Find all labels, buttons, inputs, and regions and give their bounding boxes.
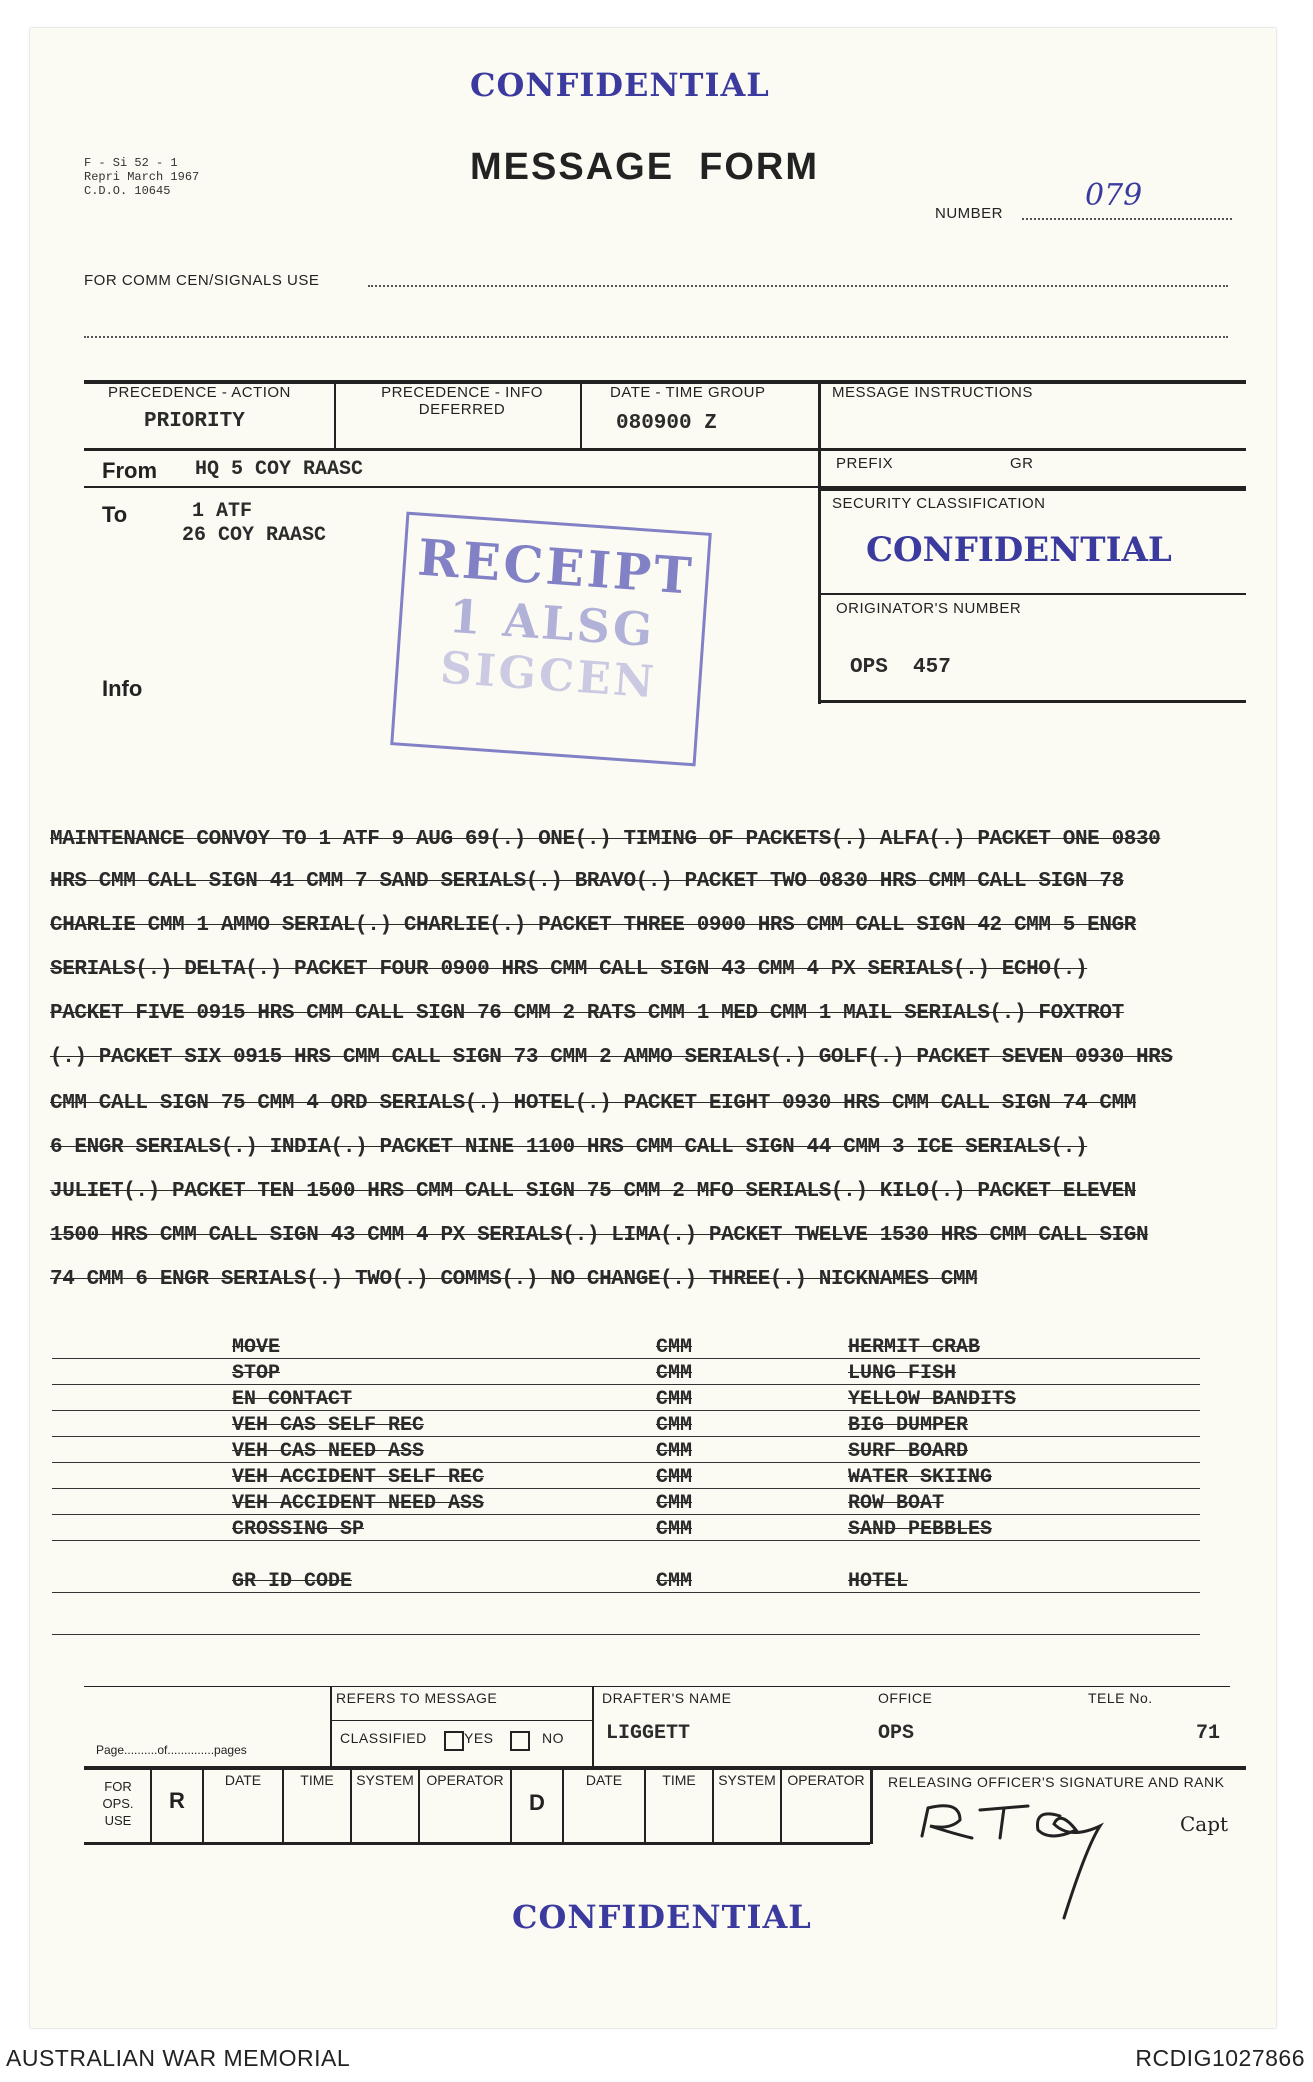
nickname-separator: CMM bbox=[656, 1388, 693, 1411]
precedence-action-label: PRECEDENCE - ACTION bbox=[108, 384, 291, 401]
message-line: PACKET FIVE 0915 HRS CMM CALL SIGN 76 CMM 2 RATS CMM 1 MED CMM 1 MAIL SERIALS(.) FOXTROT bbox=[50, 1002, 1124, 1025]
message-line: MAINTENANCE CONVOY TO 1 ATF 9 AUG 69(.) ONE(.) TIMING OF PACKETS(.) ALFA(.) PACKET ONE 0830 bbox=[50, 828, 1161, 851]
comm-cen-label: FOR COMM CEN/SIGNALS USE bbox=[84, 272, 320, 289]
receipt-stamp-line-1: RECEIPT bbox=[415, 527, 697, 606]
classification-bottom-stamp: CONFIDENTIAL bbox=[512, 1898, 812, 1936]
precedence-action-value: PRIORITY bbox=[144, 410, 245, 433]
number-label: NUMBER bbox=[935, 205, 1004, 222]
drafters-name-value: LIGGETT bbox=[606, 1722, 691, 1745]
ops-d-label: D bbox=[529, 1790, 545, 1815]
ops-operator-label-d: OPERATOR bbox=[787, 1772, 865, 1788]
ruled-line bbox=[52, 1592, 1200, 1593]
nickname-term: EN CONTACT bbox=[232, 1388, 353, 1411]
footer-id: RCDIG1027866 bbox=[1135, 2045, 1305, 2071]
nickname-value: HOTEL bbox=[848, 1570, 909, 1593]
ops-r-label: R bbox=[169, 1788, 185, 1813]
form-code-line-2: Repri March 1967 bbox=[84, 170, 200, 184]
ruled-line bbox=[52, 1358, 1200, 1359]
precedence-info-label-line-2: DEFERRED bbox=[418, 401, 506, 418]
ops-col-11 bbox=[870, 1768, 873, 1844]
nickname-term: VEH ACCIDENT SELF REC bbox=[232, 1466, 485, 1489]
header-divider-2 bbox=[580, 382, 582, 448]
message-line: 1500 HRS CMM CALL SIGN 43 CMM 4 PX SERIALS(.) LIMA(.) PACKET TWELVE 1530 HRS CMM CALL SIGN bbox=[50, 1224, 1149, 1247]
header-row-rule bbox=[84, 448, 1246, 451]
from-value: HQ 5 COY RAASC bbox=[195, 458, 364, 481]
nickname-value: LUNG FISH bbox=[848, 1362, 957, 1385]
ops-system-label-r: SYSTEM bbox=[356, 1772, 414, 1788]
classified-label: CLASSIFIED bbox=[340, 1730, 427, 1746]
classification-top-stamp: CONFIDENTIAL bbox=[470, 66, 770, 104]
nickname-value: BIG DUMPER bbox=[848, 1414, 969, 1437]
for-ops-line-3: USE bbox=[104, 1813, 132, 1828]
number-dotline bbox=[1022, 218, 1232, 220]
security-classification-stamp: CONFIDENTIAL bbox=[866, 530, 1172, 570]
receipt-stamp bbox=[390, 512, 712, 767]
form-code-line-1: F - Si 52 - 1 bbox=[84, 156, 178, 170]
message-line: (.) PACKET SIX 0915 HRS CMM CALL SIGN 73 CMM 2 AMMO SERIALS(.) GOLF(.) PACKET SEVEN 0930 HRS bbox=[50, 1046, 1173, 1069]
from-row-rule bbox=[84, 486, 820, 488]
nickname-term: CROSSING SP bbox=[232, 1518, 365, 1541]
ops-time-label-r: TIME bbox=[300, 1772, 334, 1788]
ops-time-label-d: TIME bbox=[662, 1772, 696, 1788]
header-divider-1 bbox=[334, 382, 336, 448]
message-line: HRS CMM CALL SIGN 41 CMM 7 SAND SERIALS(.) BRAVO(.) PACKET TWO 0830 HRS CMM CALL SIGN 78 bbox=[50, 870, 1124, 893]
ruled-line bbox=[52, 1488, 1200, 1489]
form-code-line-3: C.D.O. 10645 bbox=[84, 184, 171, 198]
ops-date-label-d: DATE bbox=[585, 1772, 623, 1788]
officer-signature bbox=[900, 1790, 1190, 1930]
form-title: MESSAGE FORM bbox=[470, 146, 820, 188]
classified-no-checkbox[interactable] bbox=[510, 1731, 530, 1751]
for-ops-line-2: OPS. bbox=[102, 1796, 134, 1811]
officer-rank: Capt bbox=[1180, 1812, 1229, 1836]
message-instructions-label: MESSAGE INSTRUCTIONS bbox=[832, 384, 1033, 401]
to-value-2: 26 COY RAASC bbox=[182, 524, 327, 547]
precedence-info-label-line-1: PRECEDENCE - INFO bbox=[381, 384, 543, 401]
originator-top-rule bbox=[820, 593, 1246, 595]
refers-left-divider bbox=[330, 1686, 332, 1766]
message-line: 74 CMM 6 ENGR SERIALS(.) TWO(.) COMMS(.) NO CHANGE(.) THREE(.) NICKNAMES CMM bbox=[50, 1268, 978, 1291]
ruled-line bbox=[52, 1634, 1200, 1635]
nickname-separator: CMM bbox=[656, 1362, 693, 1385]
nickname-term: VEH CAS SELF REC bbox=[232, 1414, 425, 1437]
ruled-line bbox=[52, 1462, 1200, 1463]
page-count-label: Page..........of..............pages bbox=[96, 1743, 247, 1757]
releasing-officer-label: RELEASING OFFICER'S SIGNATURE AND RANK bbox=[888, 1774, 1225, 1790]
message-line: CHARLIE CMM 1 AMMO SERIAL(.) CHARLIE(.) PACKET THREE 0900 HRS CMM CALL SIGN 42 CMM 5 ENGR bbox=[50, 914, 1136, 937]
nickname-value: SAND PEBBLES bbox=[848, 1518, 993, 1541]
office-value: OPS bbox=[878, 1722, 915, 1745]
ruled-line bbox=[52, 1436, 1200, 1437]
nickname-term: MOVE bbox=[232, 1336, 281, 1359]
info-label: Info bbox=[102, 676, 143, 701]
nickname-separator: CMM bbox=[656, 1336, 693, 1359]
nickname-separator: CMM bbox=[656, 1440, 693, 1463]
ops-grid-top-rule bbox=[84, 1766, 1246, 1770]
security-top-rule bbox=[820, 488, 1246, 491]
classified-yes-checkbox[interactable] bbox=[444, 1731, 464, 1751]
precedence-info-label bbox=[372, 384, 552, 418]
classified-yes-label: YES bbox=[464, 1730, 494, 1746]
nickname-term: VEH ACCIDENT NEED ASS bbox=[232, 1492, 485, 1515]
ruled-line bbox=[52, 1540, 1200, 1541]
gr-label: GR bbox=[1010, 455, 1034, 472]
number-value: 079 bbox=[1085, 178, 1143, 213]
bottom-top-rule bbox=[84, 1686, 1230, 1687]
comm-cen-dotline-2 bbox=[84, 336, 1228, 338]
nickname-separator: CMM bbox=[656, 1414, 693, 1437]
classified-no-label: NO bbox=[542, 1730, 564, 1746]
message-line: SERIALS(.) DELTA(.) PACKET FOUR 0900 HRS CMM CALL SIGN 43 CMM 4 PX SERIALS(.) ECHO(.) bbox=[50, 958, 1088, 981]
originator-bottom-rule bbox=[820, 700, 1246, 703]
receipt-stamp-line-3: SIGCEN bbox=[438, 642, 659, 709]
dtg-label: DATE - TIME GROUP bbox=[610, 384, 766, 401]
nickname-value: SURF BOARD bbox=[848, 1440, 969, 1463]
nickname-separator: CMM bbox=[656, 1570, 693, 1593]
ops-system-label-d: SYSTEM bbox=[718, 1772, 776, 1788]
ops-date-label-r: DATE bbox=[224, 1772, 262, 1788]
nickname-term: VEH CAS NEED ASS bbox=[232, 1440, 425, 1463]
dtg-value: 080900 Z bbox=[616, 412, 717, 435]
refers-right-divider bbox=[592, 1686, 594, 1766]
comm-cen-dotline-1 bbox=[368, 285, 1228, 287]
originator-number-label: ORIGINATOR'S NUMBER bbox=[836, 600, 1022, 617]
nickname-value: YELLOW BANDITS bbox=[848, 1388, 1017, 1411]
prefix-label: PREFIX bbox=[836, 455, 894, 472]
refers-mid-rule bbox=[330, 1720, 594, 1721]
nickname-value: WATER SKIING bbox=[848, 1466, 993, 1489]
message-line: JULIET(.) PACKET TEN 1500 HRS CMM CALL SIGN 75 CMM 2 MFO SERIALS(.) KILO(.) PACKET ELEVEN bbox=[50, 1180, 1136, 1203]
tele-no-value: 71 bbox=[1196, 1722, 1221, 1745]
originator-number-value: OPS 457 bbox=[850, 656, 951, 679]
nickname-separator: CMM bbox=[656, 1466, 693, 1489]
for-ops-line-1: FOR bbox=[104, 1779, 132, 1794]
header-divider-3 bbox=[818, 382, 821, 704]
nickname-separator: CMM bbox=[656, 1518, 693, 1541]
security-classification-label: SECURITY CLASSIFICATION bbox=[832, 495, 1046, 512]
drafters-name-label: DRAFTER'S NAME bbox=[602, 1690, 732, 1706]
for-ops-use-label bbox=[86, 1778, 150, 1829]
office-label: OFFICE bbox=[878, 1690, 933, 1706]
form-code bbox=[84, 156, 199, 198]
to-label: To bbox=[102, 502, 128, 527]
ops-operator-label-r: OPERATOR bbox=[426, 1772, 504, 1788]
message-line: CMM CALL SIGN 75 CMM 4 ORD SERIALS(.) HOTEL(.) PACKET EIGHT 0930 HRS CMM CALL SIGN 74 CMM bbox=[50, 1092, 1136, 1115]
footer-source: AUSTRALIAN WAR MEMORIAL bbox=[6, 2045, 351, 2071]
to-value-1: 1 ATF bbox=[192, 500, 253, 523]
message-line: 6 ENGR SERIALS(.) INDIA(.) PACKET NINE 1100 HRS CMM CALL SIGN 44 CMM 3 ICE SERIALS(.) bbox=[50, 1136, 1088, 1159]
refers-to-message-label: REFERS TO MESSAGE bbox=[336, 1690, 498, 1706]
ruled-line bbox=[52, 1384, 1200, 1385]
tele-no-label: TELE No. bbox=[1088, 1690, 1153, 1706]
nickname-term: GR ID CODE bbox=[232, 1570, 353, 1593]
nickname-separator: CMM bbox=[656, 1492, 693, 1515]
nickname-term: STOP bbox=[232, 1362, 281, 1385]
nickname-value: ROW BOAT bbox=[848, 1492, 945, 1515]
ruled-line bbox=[52, 1410, 1200, 1411]
receipt-stamp-line-2: 1 ALSG bbox=[447, 588, 658, 658]
nickname-value: HERMIT CRAB bbox=[848, 1336, 981, 1359]
from-label: From bbox=[102, 458, 157, 483]
ruled-line bbox=[52, 1514, 1200, 1515]
